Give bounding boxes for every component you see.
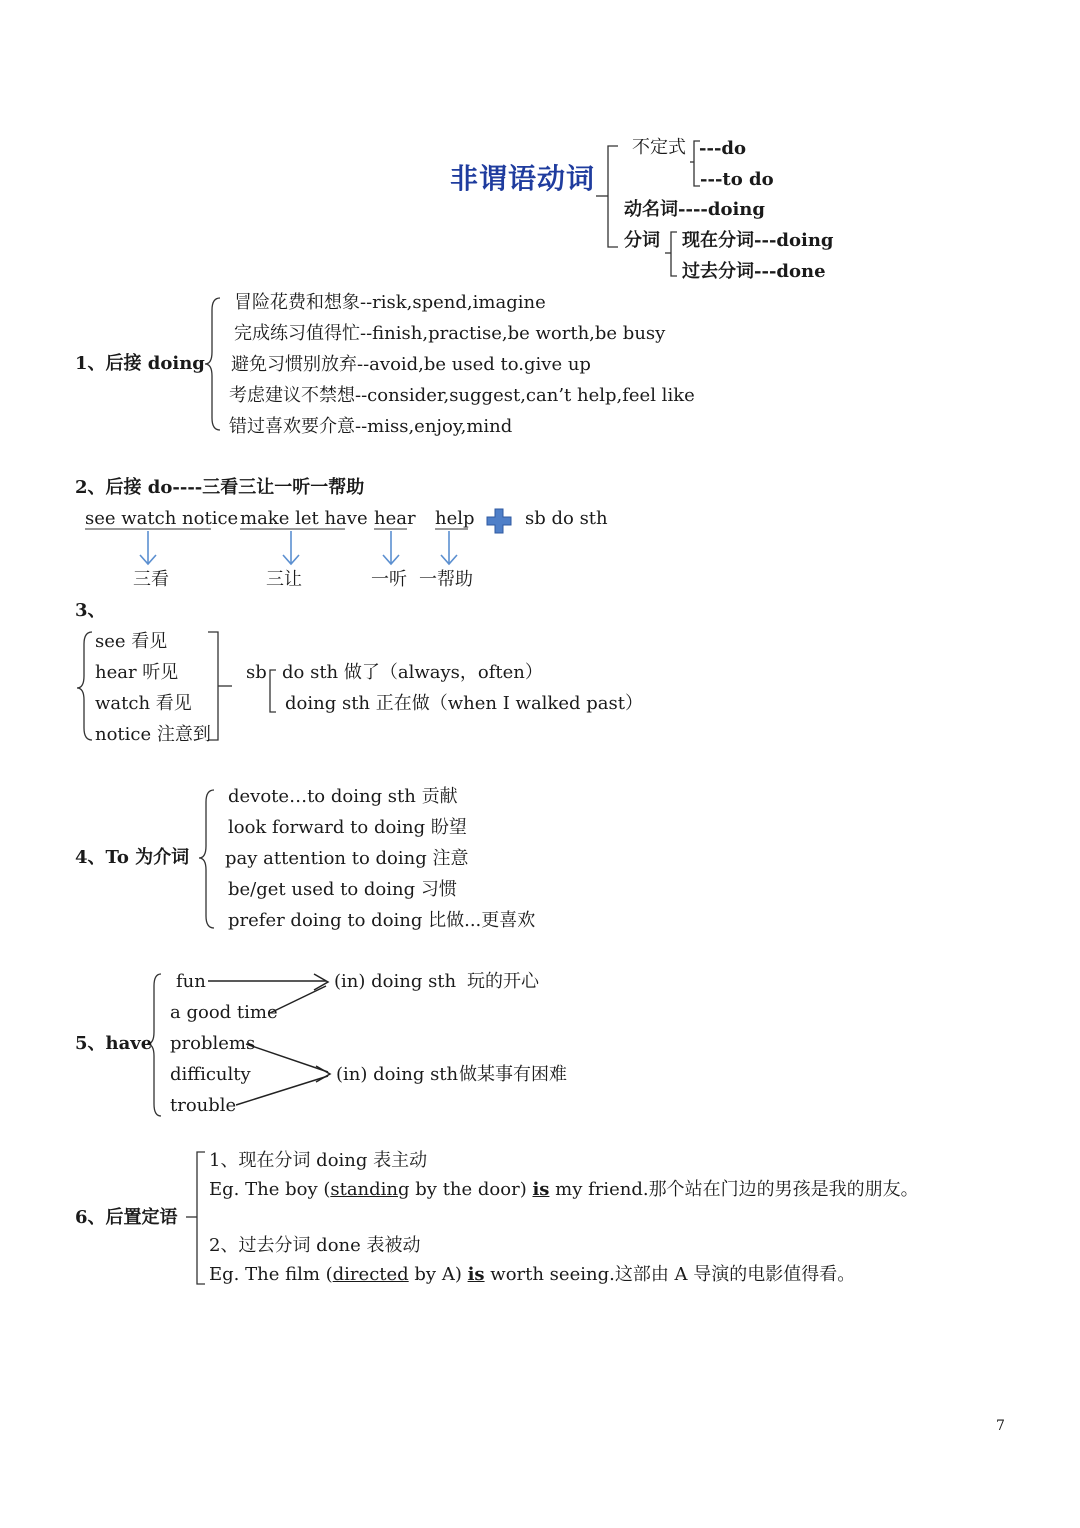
section2-label: 2、后接 do----三看三让一听一帮助 [75,477,365,498]
section6-label: 6、后置定语 [75,1207,178,1228]
gerund: 动名词----doing [624,199,765,220]
past-participle: 过去分词---done [682,261,826,282]
target-doing-2: (in) doing sth [336,1064,459,1085]
noun-problems: problems [170,1033,256,1054]
section4-item: look forward to doing 盼望 [228,817,467,838]
rule-present-participle: 1、现在分词 doing 表主动 [209,1150,428,1171]
make-group-words: make let have [240,508,368,529]
plus-icon [487,509,511,533]
section1-label: 1、后接 doing [75,353,205,374]
section3-label: 3、 [75,600,106,621]
infinitive-do: ---do [699,138,747,159]
example-1: Eg. The boy (standing by the door) is my friend.那个站在门边的男孩是我的朋友。 [209,1179,919,1200]
meaning-have-fun: 玩的开心 [467,971,539,992]
section1-item: 错过喜欢要介意--miss,enjoy,mind [229,416,513,437]
section1-item: 冒险花费和想象--risk,spend,imagine [234,292,546,313]
target-doing-1: (in) doing sth [334,971,457,992]
sb-label: sb [246,662,267,683]
meaning-look: 三看 [133,569,169,590]
meaning-listen: 一听 [371,569,407,590]
rule-past-participle: 2、过去分词 done 表被动 [209,1235,421,1256]
participle-label: 分词 [624,230,660,251]
hear-word: hear [374,508,416,529]
section4-item: be/get used to doing 习惯 [228,879,457,900]
do-form: do sth 做了（always，often） [282,662,543,683]
doing-form: doing sth 正在做（when I walked past） [285,693,643,714]
noun-trouble: trouble [170,1095,237,1116]
sb-do-sth: sb do sth [525,508,608,529]
section4-label: 4、To 为介词 [75,847,190,868]
present-participle: 现在分词---doing [682,230,834,251]
noun-fun: fun [176,971,206,992]
meaning-let: 三让 [266,569,302,590]
page-number: 7 [996,1418,1005,1434]
verb-watch: watch 看见 [95,693,192,714]
verb-hear: hear 听见 [95,662,179,683]
meaning-help: 一帮助 [419,569,473,590]
section4-item: devote…to doing sth 贡献 [228,786,458,807]
section1-item: 完成练习值得忙--finish,practise,be worth,be busy [234,323,666,344]
noun-good-time: a good time [170,1002,278,1023]
noun-difficulty: difficulty [170,1064,251,1085]
verb-see: see 看见 [95,631,168,652]
page-title: 非谓语动词 [450,162,596,195]
section1-item: 考虑建议不禁想--consider,suggest,can’t help,feel like [229,385,695,406]
see-group-words: see watch notice [85,508,239,529]
section5-label: 5、have [75,1033,153,1054]
help-word: help [435,508,475,529]
infinitive-todo: ---to do [700,169,774,190]
example-2: Eg. The film (directed by A) is worth seeing.这部由 A 导演的电影值得看。 [209,1264,856,1285]
verb-notice: notice 注意到 [95,724,211,745]
section4-item: prefer doing to doing 比做...更喜欢 [228,910,536,931]
infinitive-label: 不定式 [632,137,686,158]
section4-item: pay attention to doing 注意 [225,848,469,869]
meaning-have-difficulty: 做某事有困难 [459,1064,567,1085]
section1-item: 避免习惯别放弃--avoid,be used to.give up [231,354,591,375]
